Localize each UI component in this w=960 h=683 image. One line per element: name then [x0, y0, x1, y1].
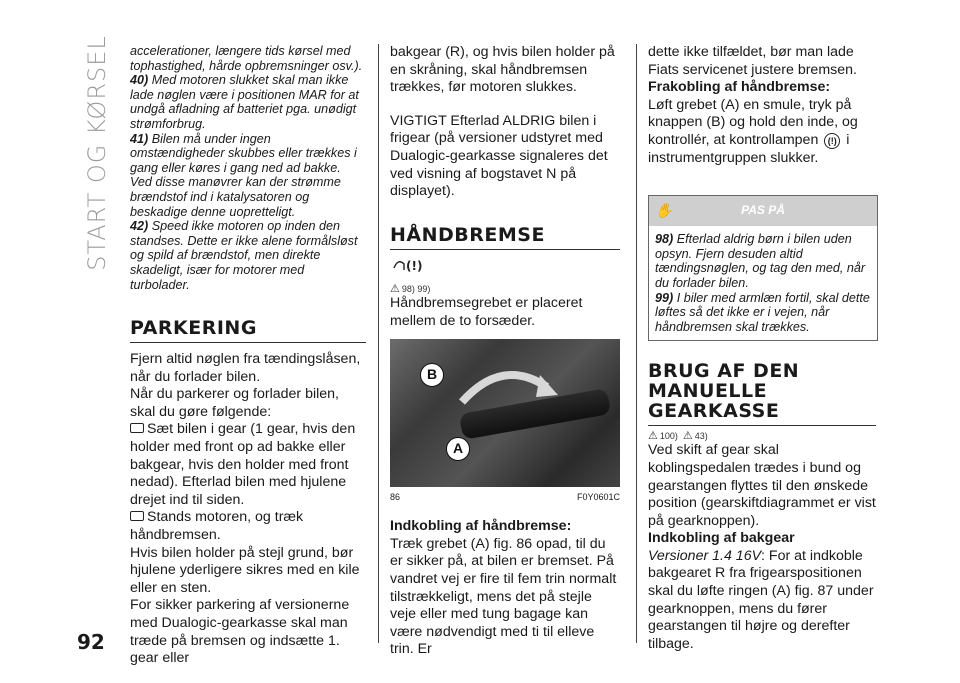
- warning-refs: ⚠ 98) 99): [390, 283, 431, 296]
- paragraph: Løft grebet (A) en smule, tryk på knappen (B) og hold den inde, og kontrollér, at kontrollampen (!) i instrumentgruppen slukker.: [648, 96, 858, 166]
- paragraph: Når du parkerer og forlader bilen, skal du gøre følgende:: [130, 386, 339, 420]
- section-heading-handbremse: HÅNDBREMSE: [390, 225, 620, 250]
- column-3: [648, 44, 876, 653]
- column-2: [390, 44, 620, 659]
- car-bullet-icon: [130, 423, 144, 433]
- paragraph: For sikker parkering af versionerne med Dualogic-gearkasse skal man træde på bremsen og indsætte 1. gear eller: [130, 597, 350, 667]
- warning-header: ✋ PAS PÅ: [649, 196, 877, 226]
- note-42: 42) Speed ikke motoren op inden den standses. Dette er ikke alene formålsløst og spild af brændstof, men direkte skadeligt, især for motorer med turbolader.: [130, 219, 358, 292]
- section-heading-gearkasse: BRUG AF DEN MANUELLE GEARKASSE: [648, 361, 876, 426]
- note-41: 41) Bilen må under ingen omstændigheder skubbes eller trækkes i gang eller køres i gang ned ad bakke. Ved disse manøvrer kan der strømme brændstof ind i katalysatoren og beskadige denne uopretteligt.: [130, 131, 357, 219]
- paragraph: Håndbremsegrebet er placeret mellem de to forsæder.: [390, 295, 583, 329]
- paragraph: Fjern altid nøglen fra tændingslåsen, når du forlader bilen.: [130, 351, 361, 385]
- handbrake-symbol-icon: [390, 254, 620, 280]
- info-triangle-icon: ⚠: [682, 430, 693, 443]
- subheading: Indkobling af bakgear: [648, 530, 795, 547]
- subheading: Frakobling af håndbremse:: [648, 79, 831, 96]
- important-paragraph: VIGTIGT Efterlad ALDRIG bilen i frigear (på versioner udstyret med Dualogic-gearkasse signaleres det ved visning af bogstavet N på displayet).: [390, 112, 608, 200]
- bullet-item: Stands motoren, og træk håndbremsen.: [130, 509, 304, 544]
- lift-arrow-icon: [452, 357, 562, 417]
- warning-triangle-icon: ⚠: [648, 430, 658, 443]
- paragraph: bakgear (R), og hvis bilen holder på en skråning, skal håndbremsen trækkes, før motoren slukkes.: [390, 44, 615, 96]
- warning-triangle-icon: ⚠: [390, 283, 400, 296]
- callout-a: A: [446, 437, 470, 461]
- warning-refs: ⚠ 100) ⚠ 43): [648, 430, 708, 443]
- figure-caption: 86 F0Y0601C: [390, 491, 620, 502]
- warning-98: 98) Efterlad aldrig børn i bilen uden opsyn. Fjern desuden altid tændingsnøglen, og tag den med, når du forlader bilen.: [655, 232, 866, 290]
- paragraph: Ved skift af gear skal koblingspedalen trædes i bund og gearstangen flyttes til den ønskede position (gearskiftdiagrammet er vist på gearknoppen).: [648, 442, 876, 529]
- paragraph: Træk grebet (A) fig. 86 opad, til du er sikker på, at bilen er bremset. På vandret vej er fire til fem trin normalt tilstrækkeligt, mens det på stejle veje eller med tung bagage kan være nødvendigt med ti til elleve trin. Er: [390, 535, 617, 658]
- subheading: Indkobling af håndbremse:: [390, 518, 572, 535]
- warning-hand-icon: ✋: [655, 202, 673, 219]
- page-number: 92: [77, 630, 105, 654]
- warning-body: [649, 226, 877, 340]
- column-1: [130, 44, 366, 668]
- column-divider: [378, 44, 379, 643]
- svg-text:(!): (!): [406, 258, 423, 273]
- note-40: 40) Med motoren slukket skal man ikke lade nøglen være i positionen MAR for at undgå afladning af batteriet pga. unødigt strømforbrug.: [130, 73, 359, 131]
- paragraph: Hvis bilen holder på stejl grund, bør hjulene yderligere sikres med en kile eller en sten.: [130, 544, 360, 596]
- warning-99: 99) I biler med armlæn fortil, skal dette løftes så det ikke er i vejen, når håndbremsen skal trækkes.: [655, 290, 870, 334]
- handbrake-photo: [390, 339, 620, 487]
- brake-warning-lamp-icon: (!): [824, 133, 840, 149]
- bullet-item: Sæt bilen i gear (1 gear, hvis den holder med front op ad bakke eller bakgear, hvis den holder med front nedad). Efterlad bilen med hjulene drejet ind til siden.: [130, 421, 356, 508]
- car-bullet-icon: [130, 511, 144, 521]
- paragraph: dette ikke tilfældet, bør man lade Fiats servicenet justere bremsen.: [648, 44, 857, 78]
- section-side-tab: [80, 35, 114, 271]
- callout-b: B: [420, 363, 444, 387]
- section-title: START OG KØRSEL: [83, 35, 112, 271]
- section-heading-parkering: PARKERING: [130, 318, 366, 343]
- note-continuation: accelerationer, længere tids kørsel med tophastighed, hårde opbremsninger osv.).: [130, 44, 363, 73]
- warning-box: [648, 195, 878, 341]
- column-divider: [636, 44, 637, 643]
- paragraph: Versioner 1.4 16V: For at indkoble bakgearet R fra frigearspositionen skal du løfte ringen (A) fig. 87 under gearknoppen, mens du fører gearstangen til højre og derefter tilbage.: [648, 547, 874, 652]
